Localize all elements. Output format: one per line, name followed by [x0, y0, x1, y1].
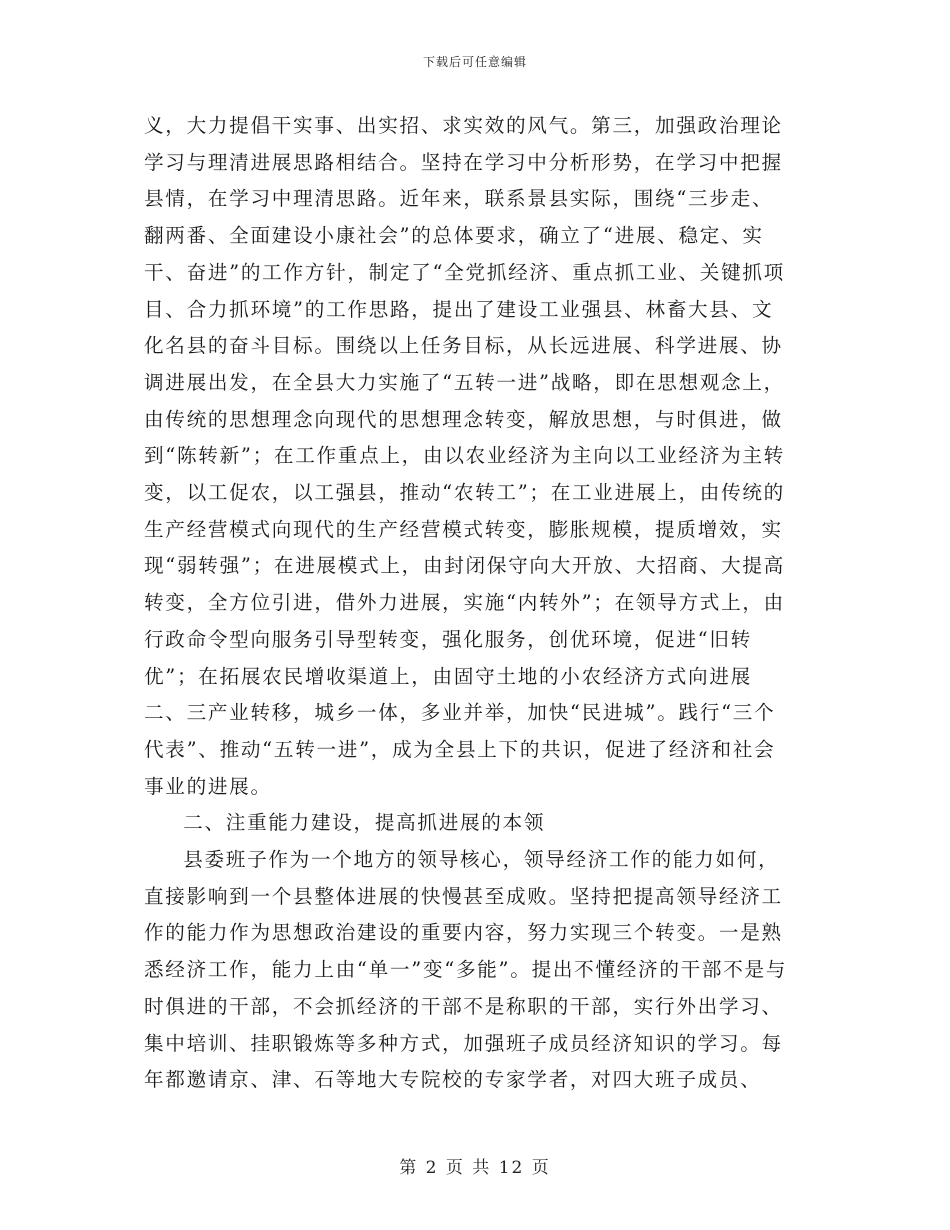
paragraph: 县委班子作为一个地方的领导核心，领导经济工作的能力如何，直接影响到一个县整体进展的快慢甚至成败。坚持把提高领导经济工作的能力作为思想政治建设的重要内容，努力实现三个转变。一是熟悉经济工作，能力上由“单一”变“多能”。提出不懂经济的干部不是与时俱进的干部，不会抓经济的干部不是称职的干部，实行外出学习、集中培训、挂职锻炼等多种方式，加强班子成员经济知识的学习。每年都邀请京、津、石等地大专院校的专家学者，对四大班子成员、	[144, 848, 788, 1092]
page-header-note: 下载后可任意编辑	[422, 55, 527, 69]
page-number: 第 2 页 共 12 页	[399, 1158, 551, 1178]
section-heading: 二、注重能力建设，提高抓进展的本领	[183, 811, 546, 835]
document-body	[144, 108, 794, 1099]
paragraph-continued: 义，大力提倡干实事、出实招、求实效的风气。第三，加强政治理论学习与理清进展思路相结合。坚持在学习中分析形势，在学习中把握县情，在学习中理清思路。近年来，联系景县实际，围绕“三步走、翻两番、全面建设小康社会”的总体要求，确立了“进展、稳定、实干、奋进”的工作方针，制定了“全党抓经济、重点抓工业、关键抓项目、合力抓环境”的工作思路，提出了建设工业强县、林畜大县、文化名县的奋斗目标。围绕以上任务目标，从长远进展、科学进展、协调进展出发，在全县大力实施了“五转一进”战略，即在思想观念上，由传统的思想理念向现代的思想理念转变，解放思想，与时俱进，做到“陈转新”；在工作重点上，由以农业经济为主向以工业经济为主转变，以工促农，以工强县，推动“农转工”；在工业进展上，由传统的生产经营模式向现代的生产经营模式转变，膨胀规模，提质增效，实现“弱转强”；在进展模式上，由封闭保守向大开放、大招商、大提高转变，全方位引进，借外力进展，实施“内转外”；在领导方式上，由行政命令型向服务引导型转变，强化服务，创优环境，促进“旧转优”；在拓展农民增收渠道上，由固守土地的小农经济方式向进展二、三产业转移，城乡一体，多业并举，加快“民进城”。践行“三个代表”、推动“五转一进”，成为全县上下的共识，促进了经济和社会事业的进展。	[144, 114, 785, 798]
